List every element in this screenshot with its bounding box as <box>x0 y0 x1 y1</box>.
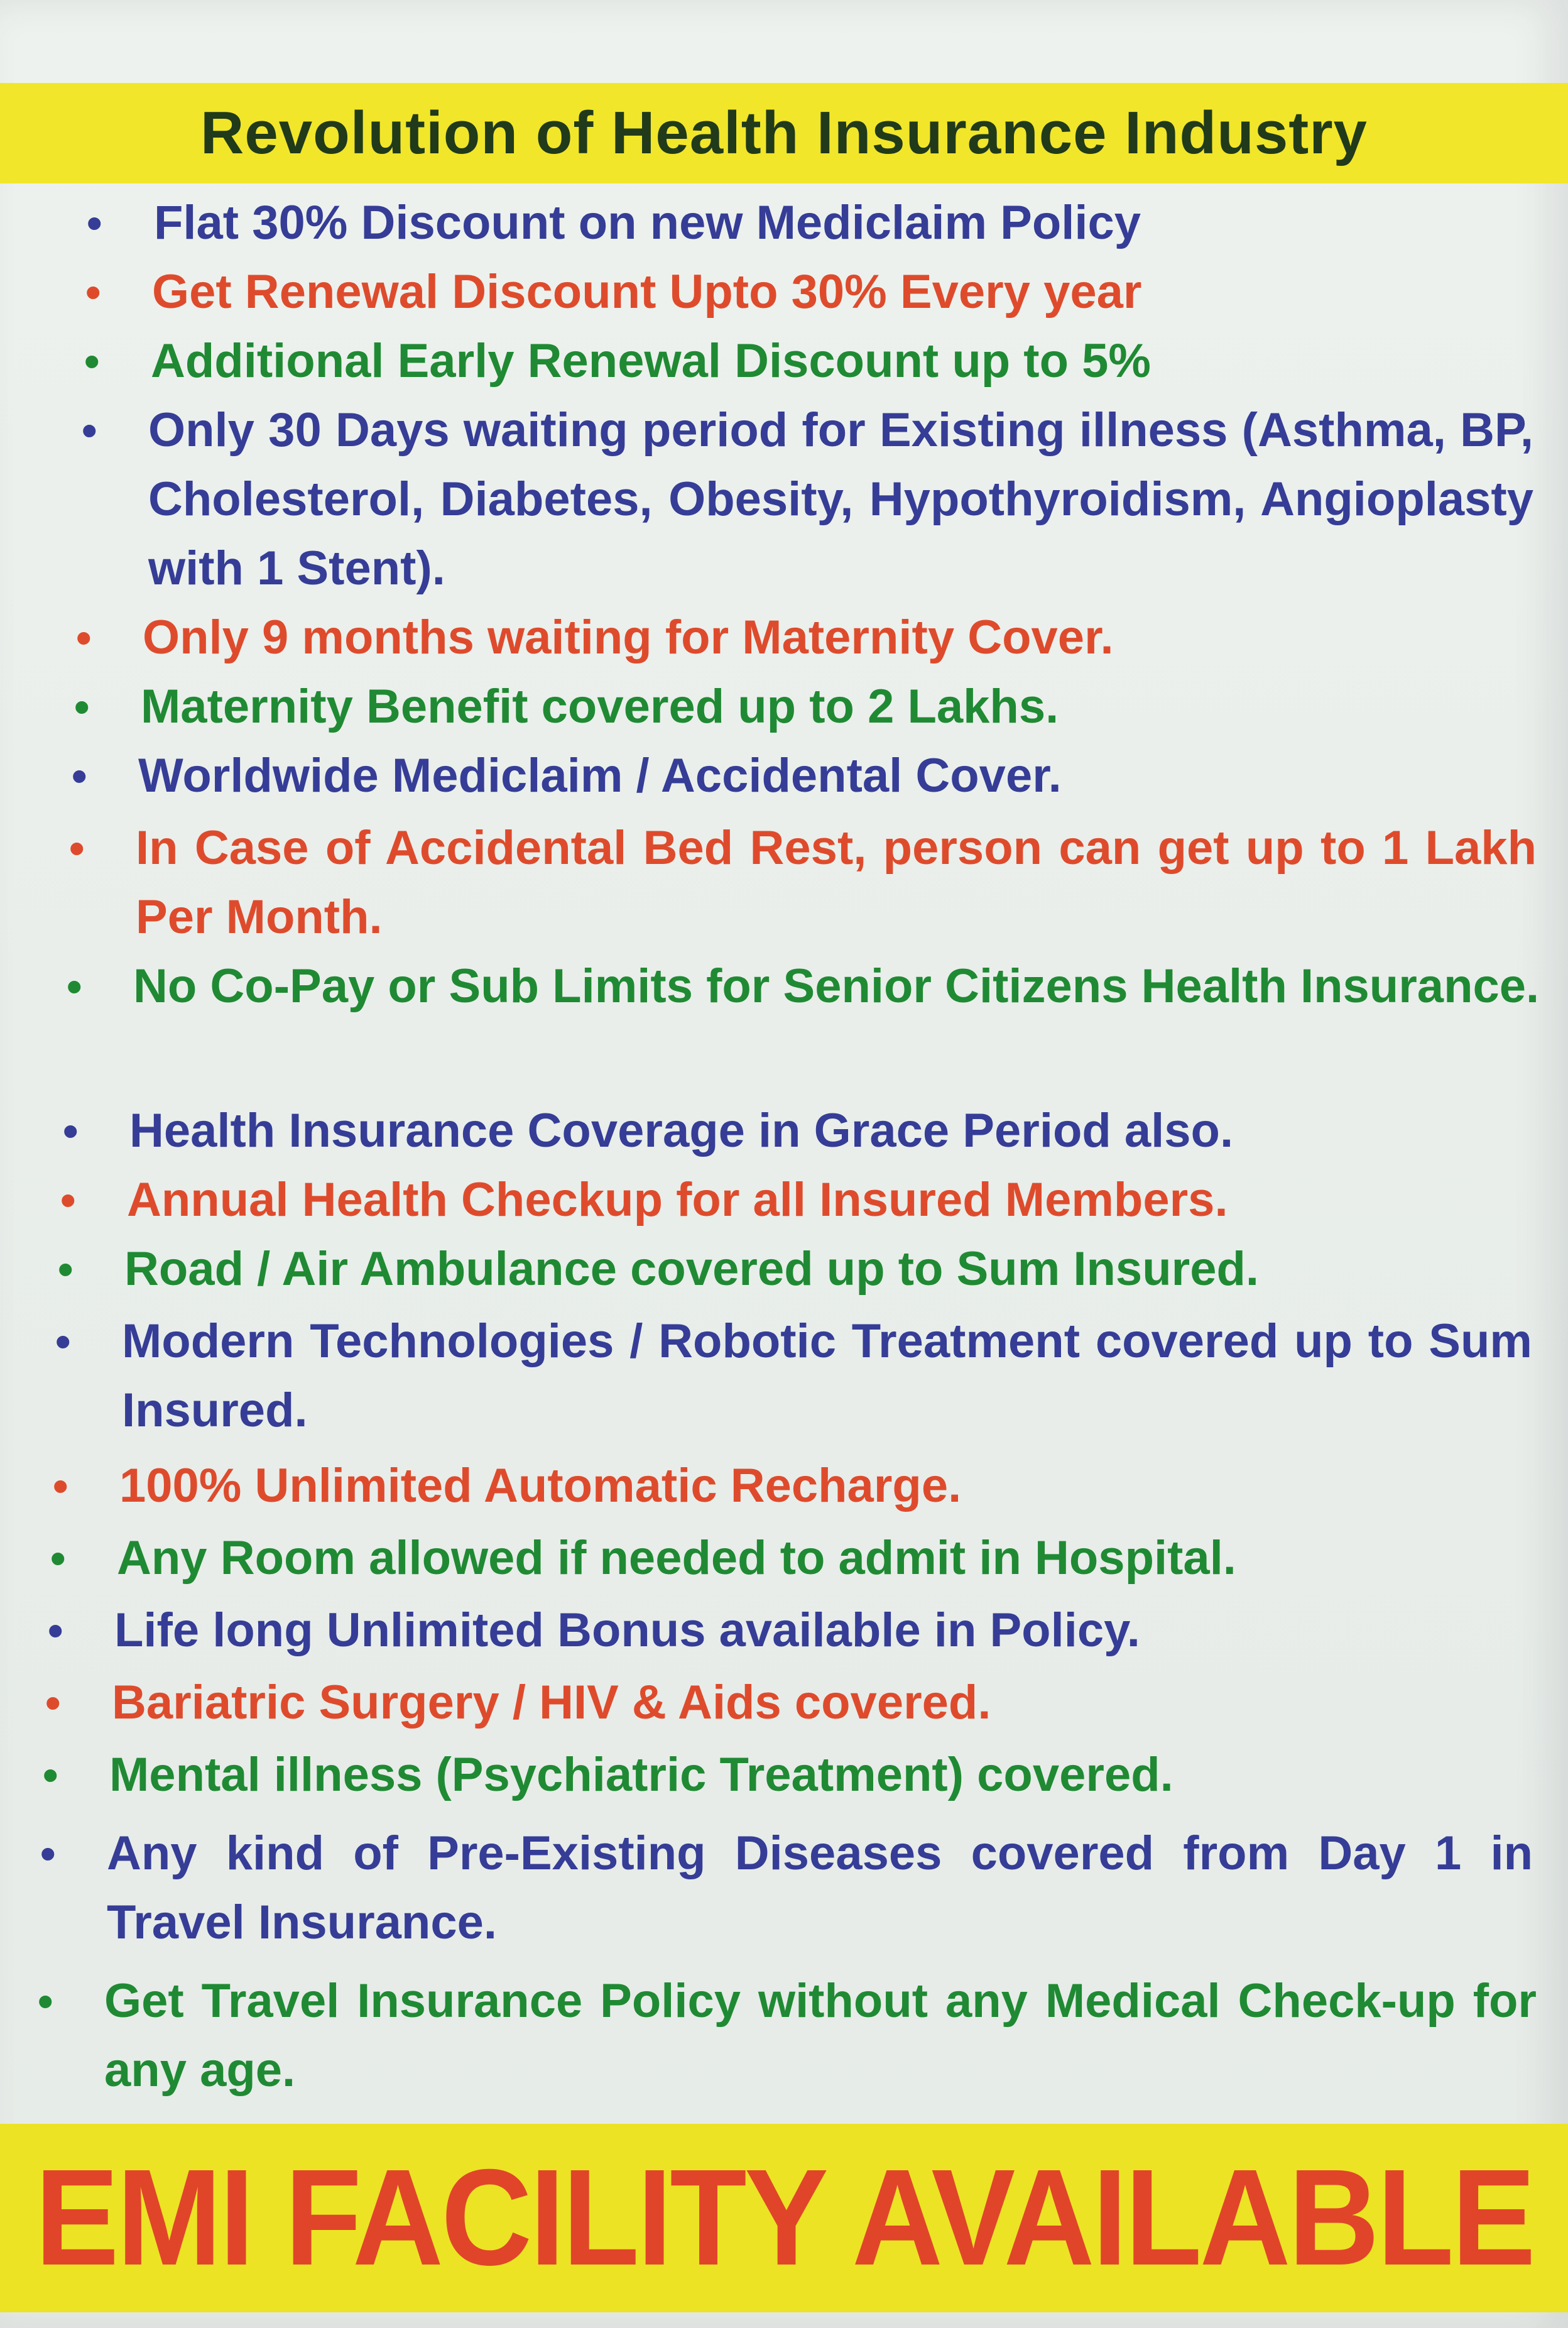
bullet-icon: • <box>58 1245 74 1294</box>
list-item-text: 100% Unlimited Automatic Recharge. <box>119 1459 962 1512</box>
list-item-text: Mental illness (Psychiatric Treatment) covered. <box>109 1748 1173 1801</box>
bullet-icon: • <box>69 824 85 873</box>
list-item-text: Any Room allowed if needed to admit in Hospital. <box>117 1531 1236 1585</box>
list-item-text: Life long Unlimited Bonus available in Policy. <box>114 1604 1140 1657</box>
bullet-icon: • <box>43 1751 58 1800</box>
bullet-icon: • <box>63 1107 79 1156</box>
list-item-text: Maternity Benefit covered up to 2 Lakhs. <box>141 680 1059 733</box>
bullet-icon: • <box>76 613 92 662</box>
list-item-text: Only 30 Days waiting period for Existing illness (Asthma, BP, Cholesterol, Diabetes, Obesity, Hypothyroidism, Angioplasty with 1 Stent). <box>148 403 1533 595</box>
list-item-text: In Case of Accidental Bed Rest, person can get up to 1 Lakh Per Month. <box>136 821 1537 944</box>
list-item-text: Worldwide Mediclaim / Accidental Cover. <box>138 749 1062 802</box>
list-item-text: Get Renewal Discount Upto 30% Every year <box>152 265 1142 319</box>
bullet-icon: • <box>50 1534 66 1583</box>
bullet-icon: • <box>38 1977 53 2026</box>
list-item-text: Get Travel Insurance Policy without any Medical Check-up for any age. <box>104 1974 1537 2097</box>
bullet-icon: • <box>85 268 101 317</box>
bullet-icon: • <box>48 1606 63 1655</box>
list-item-text: Annual Health Checkup for all Insured Members. <box>127 1173 1228 1227</box>
list-item-text: Road / Air Ambulance covered up to Sum Insured. <box>124 1242 1260 1296</box>
list-item-text: Flat 30% Discount on new Mediclaim Policy <box>154 196 1141 249</box>
list-item-text: Additional Early Renewal Discount up to 5% <box>151 334 1151 388</box>
bullet-icon: • <box>55 1317 71 1366</box>
list-item-text: Bariatric Surgery / HIV & Aids covered. <box>112 1676 991 1729</box>
list-item-text: Only 9 months waiting for Maternity Cover. <box>143 611 1114 664</box>
bullet-icon: • <box>87 199 102 248</box>
bullet-icon: • <box>72 751 87 801</box>
bullet-icon: • <box>60 1176 76 1225</box>
bullet-icon: • <box>84 337 100 386</box>
bullet-icon: • <box>45 1678 61 1727</box>
bullet-icon: • <box>53 1462 68 1511</box>
list-item-text: Modern Technologies / Robotic Treatment covered up to Sum Insured. <box>122 1314 1532 1437</box>
bullet-icon: • <box>74 682 90 731</box>
emi-facility-label: EMI FACILITY AVAILABLE <box>35 2141 1533 2294</box>
list-item-text: Health Insurance Coverage in Grace Period also. <box>129 1104 1234 1157</box>
list-item-text: Any kind of Pre-Existing Diseases covered from Day 1 in Travel Insurance. <box>107 1827 1533 1949</box>
bullet-icon: • <box>82 406 97 455</box>
bullet-icon: • <box>67 962 82 1011</box>
list-item-text: No Co-Pay or Sub Limits for Senior Citizens Health Insurance. <box>133 959 1540 1013</box>
bullet-icon: • <box>40 1829 56 1878</box>
footer-banner <box>0 2124 1568 2312</box>
flyer-title: Revolution of Health Insurance Industry <box>200 99 1368 167</box>
